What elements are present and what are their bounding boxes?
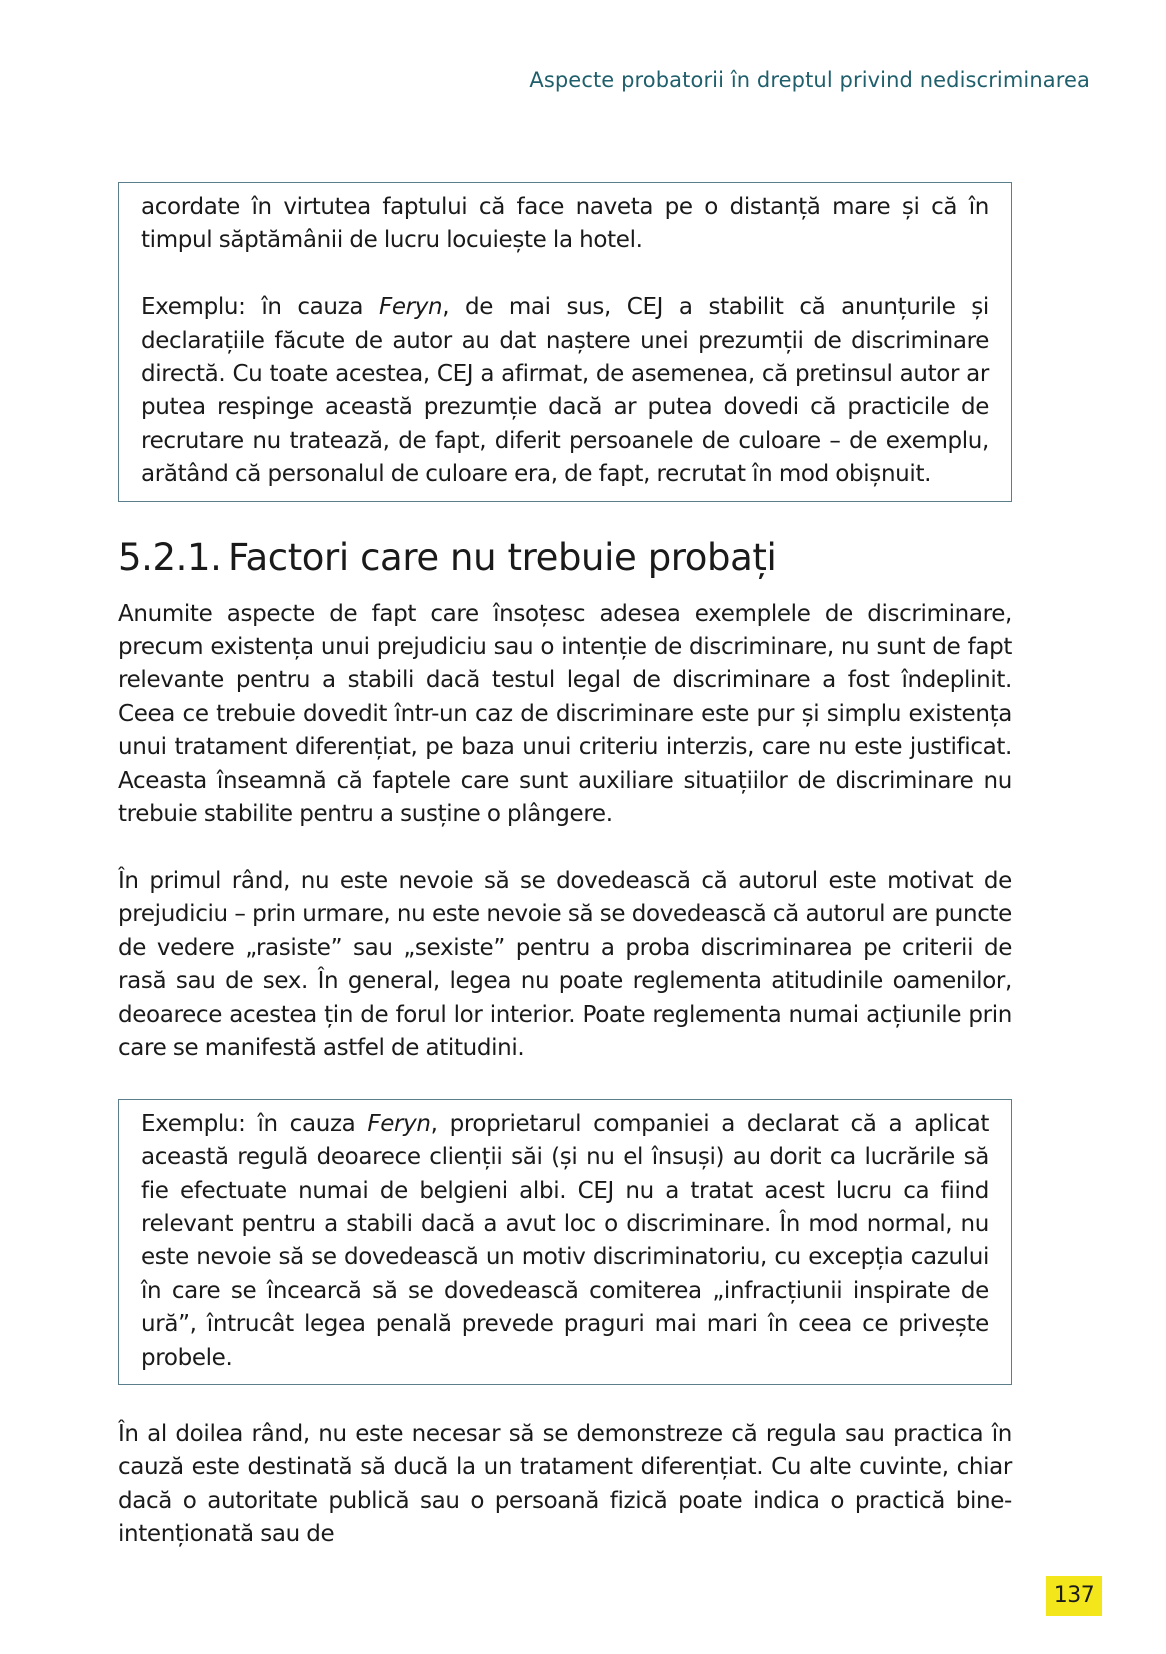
example-prefix: Exemplu: în cauza: [141, 294, 379, 321]
section-heading: [118, 536, 1012, 580]
example-prefix: Exemplu: în cauza: [141, 1110, 368, 1137]
example-text: , de mai sus, CEJ a stabilit că anunțurile și declarațiile făcute de autor au dat naștere unei prezumții de discriminare directă. Cu toate acestea, CEJ a afirmat, de asemenea, că pretinsul autor ar putea respinge această prezumție dacă ar putea dovedi că practicile de recrutare nu tratează, de fapt, diferit persoanele de culoare – de exemplu, arătând că personalul de culoare era, de fapt, recrutat în mod obișnuit.: [141, 294, 989, 488]
example-paragraph: [141, 1108, 989, 1375]
example-box-continued: [118, 182, 1012, 502]
case-name: Feryn: [367, 1110, 431, 1137]
running-header: Aspecte probatorii în dreptul privind nediscriminarea: [529, 68, 1090, 92]
section-number: 5.2.1.: [118, 535, 222, 579]
box-paragraph: acordate în virtutea faptului că face naveta pe o distanță mare și că în timpul săptămânii de lucru locuiește la hotel.: [141, 194, 989, 254]
body-paragraph: În al doilea rând, nu este necesar să se demonstreze că regula sau practica în cauză este destinată să ducă la un tratament diferențiat. Cu alte cuvinte, chiar dacă o autoritate publică sau o persoană fizică poate indica o practică bine-intenționată sau de: [118, 1420, 1012, 1548]
example-paragraph: [141, 291, 989, 491]
section-title: Factori care nu trebuie probați: [228, 535, 777, 579]
case-name: Feryn: [378, 294, 443, 321]
example-text: , proprietarul companiei a declarat că a aplicat această regulă deoarece clienții săi (și nu el însuși) au dorit ca lucrările să fie efectuate numai de belgieni albi. CEJ nu a tratat acest lucru ca fiind relevant pentru a stabili dacă a avut loc o discriminare. În mod normal, nu este nevoie să se dovedească un motiv discriminatoriu, cu excepția cazului în care se încearcă să se dovedească comiterea „infracțiunii inspirate de ură”, întrucât legea penală prevede praguri mai mari în ceea ce privește probele.: [141, 1110, 989, 1371]
page-content: [118, 182, 1012, 1552]
page-number: 137: [1046, 1576, 1102, 1616]
body-paragraph: Anumite aspecte de fapt care însoțesc adesea exemplele de discriminare, precum existența unui prejudiciu sau o intenție de discriminare, nu sunt de fapt relevante pentru a stabili dacă testul legal de discriminare a fost îndeplinit. Ceea ce trebuie dovedit într-un caz de discriminare este pur și simplu existența unui tratament diferențiat, pe baza unui criteriu interzis, care nu este justificat. Aceasta înseamnă că faptele care sunt auxiliare situațiilor de discriminare nu trebuie stabilite pentru a susține o plângere.: [118, 600, 1012, 828]
example-box: [118, 1099, 1012, 1385]
body-paragraph: În primul rând, nu este nevoie să se dovedească că autorul este motivat de prejudiciu – prin urmare, nu este nevoie să se dovedească că autorul are puncte de vedere „rasiste” sau „sexiste” pentru a proba discriminarea pe criterii de rasă sau de sex. În general, legea nu poate reglementa atitudinile oamenilor, deoarece acestea țin de forul lor interior. Poate reglementa numai acțiunile prin care se manifestă astfel de atitudini.: [118, 867, 1012, 1061]
